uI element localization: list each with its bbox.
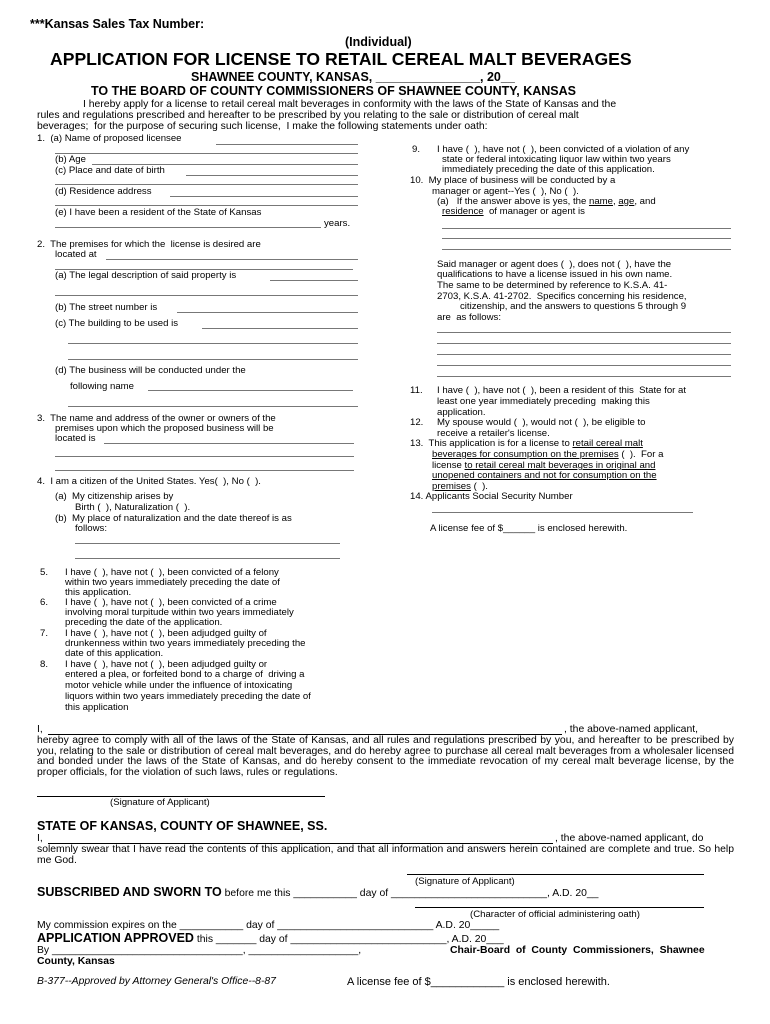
q4b-follows: follows: [75,523,107,534]
commission-line: My commission expires on the ___________ day of ___________________________ A.D. 20_____ [37,920,500,931]
intro-line-2: rules and regulations prescribed and hereafter to be prescribed by you relating to the sale or distribution of cereal malt [37,110,579,121]
q10-line-2: manager or agent--Yes ( ), No ( ). [432,186,579,197]
q9-line-3: immediately preceding the date of this application. [442,164,655,175]
q10a-field[interactable] [442,228,731,229]
q10a-field-2[interactable] [442,238,731,239]
q2-located-label: located at [55,249,97,260]
q7-number: 7. [40,628,49,639]
q5-number: 5. [40,567,49,578]
intro-line-3: beverages; for the purpose of securing such license, I make the following statements under oath: [37,121,488,132]
q6-line-3: preceding the date of the application. [65,617,223,628]
q3-field-2[interactable] [55,456,354,457]
q10-specifics-field-2[interactable] [437,343,731,344]
q1e-label: (e) I have been a resident of the State of Kansas [55,207,262,218]
q11-line-2: least one year immediately preceding making this [437,396,650,407]
q3-label-3: located is [55,433,96,444]
q10-line-1: 10. My place of business will be conducted by a [410,175,616,186]
q6-line-1: I have ( ), have not ( ), been convicted of a crime [65,597,277,608]
q12-number: 12. [410,417,424,428]
q13-line-4: unopened containers and not for consumption on the [432,470,657,481]
q2a-field[interactable] [270,280,358,281]
q2-located-field[interactable] [106,259,358,260]
county-kansas: County, Kansas [37,956,115,967]
by-line: By _________________________________, ___________________, [37,945,362,956]
q2c-field[interactable] [202,328,358,329]
q10-specifics-field-5[interactable] [437,376,731,377]
q1a-field[interactable] [216,144,358,145]
q1d-field-2[interactable] [55,205,358,206]
q8-line-5: this application [65,702,129,713]
q1d-label: (d) Residence address [55,186,152,197]
chair-line: Chair-Board of County Commissioners, Shawnee [450,945,705,956]
q2-label: 2. The premises for which the license is desired are [37,239,261,250]
oath-signature-field[interactable] [407,874,704,875]
q8-number: 8. [40,659,49,670]
q10-manager-line-3: The same to be determined by reference to K.S.A. 41- [437,280,668,291]
q2c-field-3[interactable] [68,359,358,360]
ssn-field[interactable] [432,512,693,513]
form-id: B-377--Approved by Attorney General's Office--8-87 [37,976,276,987]
q4b-field-2[interactable] [75,558,340,559]
q13-line-3: license to retail cereal malt beverages in original and [432,460,656,471]
agreement-i: I, [37,724,43,735]
q4a-label: (a) My citizenship arises by [55,491,174,502]
oath-i: I, [37,833,43,844]
q1c-field-2[interactable] [55,184,358,185]
q5-line-1: I have ( ), have not ( ), been convicted of a felony [65,567,279,578]
q7-line-2: drunkenness within two years immediately preceding the [65,638,306,649]
oath-above: , the above-named applicant, do [555,833,704,844]
q10-manager-line-1: Said manager or agent does ( ), does not ( ), have the [437,259,672,270]
q2d-label-2: following name [70,381,134,392]
q1c-field[interactable] [186,175,358,176]
q11-number: 11. [410,385,423,396]
official-field[interactable] [415,907,704,908]
q2b-field[interactable] [177,312,358,313]
q14-label: 14. Applicants Social Security Number [410,491,573,502]
official-label: (Character of official administering oath) [470,909,640,920]
q2d-field-2[interactable] [68,406,358,407]
q3-field-3[interactable] [55,470,354,471]
intro-line-1: I hereby apply for a license to retail cereal malt beverages in conformity with the laws of the State of Kansas and the [83,99,617,110]
q8-line-2: entered a plea, or forfeited bond to a charge of driving a [65,669,305,680]
sworn-line: SUBSCRIBED AND SWORN TO before me this ___________ day of ___________________________, A.D. 20__ [37,885,599,899]
q2d-label: (d) The business will be conducted under the [55,365,246,376]
footer-fee-line: A license fee of $____________ is enclosed herewith. [347,976,610,988]
oath-text: solemnly swear that I have read the contents of this application, and that all information and answers herein contained are complete and true. So help me God. [37,844,734,866]
form-title: APPLICATION FOR LICENSE TO RETAIL CEREAL MALT BEVERAGES [50,49,632,69]
q8-line-4: liquors within two years immediately preceding the date of [65,691,311,702]
q8-line-1: I have ( ), have not ( ), been adjudged guilty or [65,659,268,670]
q13-line-1: 13. This application is for a license to retail cereal malt [410,438,643,449]
county-date-line: SHAWNEE COUNTY, KANSAS, _______________, 20__ [191,70,515,84]
q2c-field-2[interactable] [68,343,358,344]
q10a-line: (a) If the answer above is yes, the name, age, and [437,196,656,207]
q9-line-1: I have ( ), have not ( ), been convicted of a violation of any [437,144,690,155]
q13-line-5: premises ( ). [432,481,488,492]
q6-line-2: involving moral turpitude within two years immediately [65,607,294,618]
q1d-field[interactable] [170,196,358,197]
q3-label: 3. The name and address of the owner or owners of the [37,413,276,424]
q1a-field-2[interactable] [55,153,358,154]
q10a-field-3[interactable] [442,249,731,250]
q4-label: 4. I am a citizen of the United States. Yes( ), No ( ). [37,476,261,487]
agreement-text: hereby agree to comply with all of the laws of the State of Kansas, and all rules and regulations prescribed by you, and hereafter to be prescribed by you, relating to the sale or distribution of cereal malt beverages, and do hereby agree to purchase all cereal malt beverages from a wholesaler licensed and bonded under the laws of the State of Kansas, and do hereby consent to the immediate revocation of my cereal malt beverage license, by the proper officials, for the violation of such laws, rules or regulations. [37,735,734,778]
q4b-label: (b) My place of naturalization and the date thereof is as [55,513,292,524]
q10-specifics-field-4[interactable] [437,365,731,366]
years-label: years. [324,218,351,229]
q4a-options: Birth ( ), Naturalization ( ). [75,502,191,513]
q10-specifics-field-3[interactable] [437,354,731,355]
oath-signature-label: (Signature of Applicant) [415,876,515,887]
q10-manager-line-5: citizenship, and the answers to questions 5 through 9 [460,301,687,312]
q7-line-3: date of this application. [65,648,164,659]
q5-line-2: within two years immediately preceding the date of [65,577,280,588]
q2a-field-2[interactable] [55,295,358,296]
agreement-signature-label: (Signature of Applicant) [110,797,210,808]
agreement-above: , the above-named applicant, [564,724,699,735]
q10-specifics-field[interactable] [437,332,731,333]
q9-number: 9. [412,144,421,155]
q3-field[interactable] [104,443,354,444]
q1b-label: (b) Age [55,154,86,165]
q8-line-3: motor vehicle while under the influence of intoxicating [65,680,293,691]
q10-manager-line-2: qualifications to have a license issued in his own name. [437,269,673,280]
q7-line-1: I have ( ), have not ( ), been adjudged guilty of [65,628,267,639]
q11-line-3: application. [437,407,486,418]
q6-number: 6. [40,597,49,608]
individual-label: (Individual) [345,35,412,49]
q10a-line-2: residence of manager or agent is [442,206,585,217]
q13-line-2: beverages for consumption on the premises ( ). For a [432,449,664,460]
oath-heading: STATE OF KANSAS, COUNTY OF SHAWNEE, SS. [37,819,328,833]
q9-line-2: state or federal intoxicating liquor law within two years [442,154,671,165]
q1e-field[interactable] [55,227,321,228]
tax-number-label: ***Kansas Sales Tax Number: [30,17,205,31]
q12-line-1: My spouse would ( ), would not ( ), be eligible to [437,417,646,428]
q10-manager-line-6: are as follows: [437,312,501,323]
q12-line-2: receive a retailer's license. [437,428,550,439]
q2a-label: (a) The legal description of said property is [55,270,237,281]
q3-label-2: premises upon which the proposed business will be [55,423,274,434]
q10-manager-line-4: 2703, K.S.A. 41-2702. Specifics concerning his residence, [437,291,687,302]
board-heading: TO THE BOARD OF COUNTY COMMISSIONERS OF SHAWNEE COUNTY, KANSAS [91,84,576,98]
q5-line-3: this application. [65,587,132,598]
q11-line-1: I have ( ), have not ( ), been a resident of this State for at [437,385,687,396]
q2d-field[interactable] [148,390,353,391]
approved-line: APPLICATION APPROVED this _______ day of ___________________________, A.D. 20___ [37,931,504,945]
q4b-field[interactable] [75,543,340,544]
q2b-label: (b) The street number is [55,302,158,313]
license-fee-line: A license fee of $______ is enclosed herewith. [430,523,628,534]
q2c-label: (c) The building to be used is [55,318,179,329]
q1a-label: 1. (a) Name of proposed licensee [37,133,182,144]
q1c-label: (c) Place and date of birth [55,165,165,176]
